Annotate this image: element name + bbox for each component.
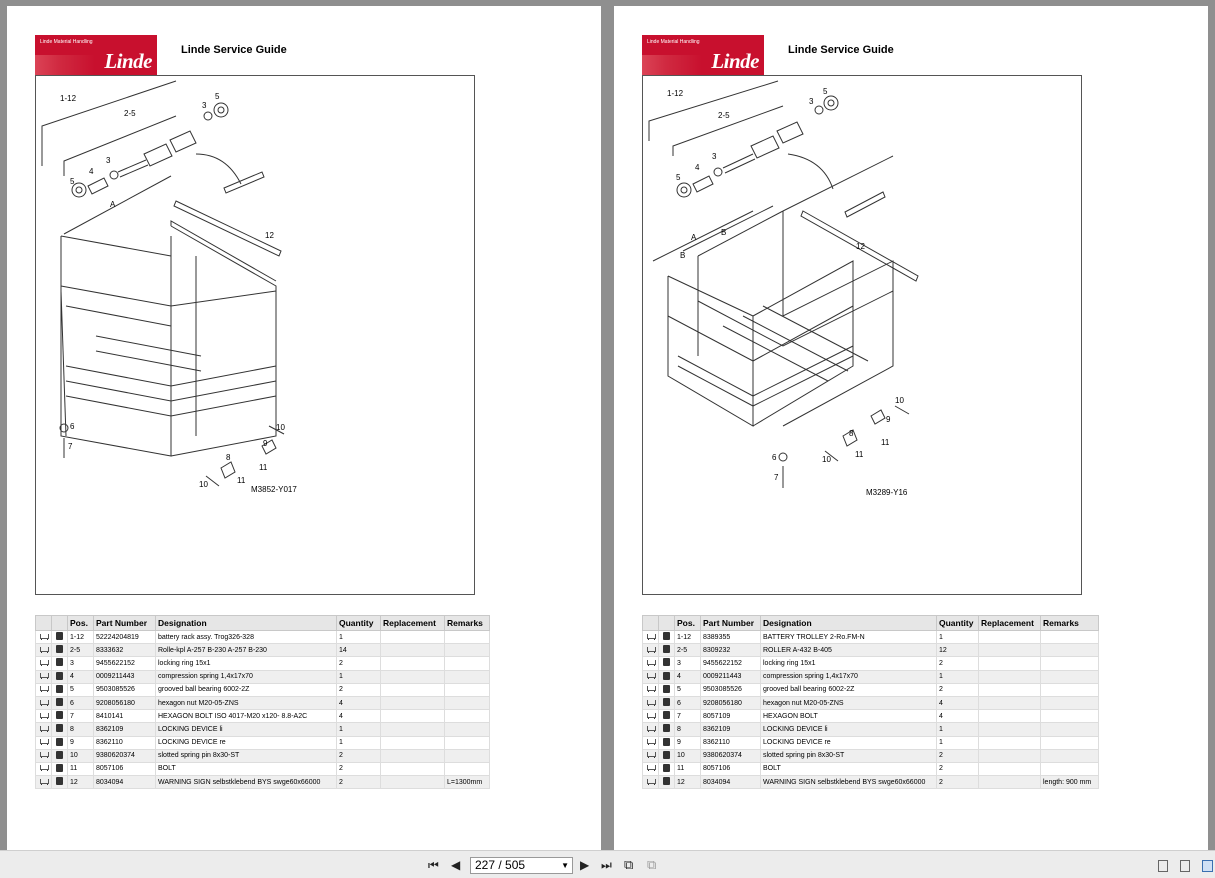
document-icon[interactable] [56, 751, 63, 759]
table-cell: 9208056180 [94, 696, 156, 709]
table-row [643, 631, 1099, 644]
table-cell [979, 749, 1041, 762]
table-cell: 9455622152 [701, 657, 761, 670]
table-row [36, 762, 490, 775]
document-icon[interactable] [56, 645, 63, 653]
document-icon[interactable] [663, 751, 670, 759]
table-row [643, 723, 1099, 736]
document-icon[interactable] [56, 672, 63, 680]
table-cell: BOLT [761, 762, 937, 775]
callout-label: 1-12 [60, 94, 77, 103]
linde-logo [642, 35, 764, 75]
table-cell: battery rack assy. Trog326-328 [156, 631, 337, 644]
table-cell: 4 [337, 696, 381, 709]
col-remarks: Remarks [1041, 616, 1099, 631]
col-pos: Pos. [675, 616, 701, 631]
two-page-view-icon[interactable] [1202, 860, 1213, 872]
table-cell: 9 [68, 736, 94, 749]
table-cell [1041, 631, 1099, 644]
callout-label: 10 [199, 480, 208, 489]
callout-label: 9 [263, 439, 268, 448]
cart-icon[interactable] [39, 764, 48, 771]
table-cell: 4 [937, 710, 979, 723]
table-cell: 0009211443 [94, 670, 156, 683]
table-cell [979, 762, 1041, 775]
callout-label: 11 [881, 438, 890, 447]
table-cell [445, 631, 490, 644]
table-row [36, 631, 490, 644]
table-cell: 2 [937, 749, 979, 762]
exploded-drawing [35, 75, 475, 595]
document-icon[interactable] [663, 685, 670, 693]
callout-label: 11 [259, 463, 268, 472]
table-cell: 8034094 [94, 776, 156, 789]
callout-label: 12 [856, 242, 865, 251]
table-cell: 8057109 [701, 710, 761, 723]
cart-icon[interactable] [39, 672, 48, 679]
cart-icon[interactable] [646, 699, 655, 706]
logo-wordmark: Linde [711, 49, 759, 73]
document-icon[interactable] [56, 711, 63, 719]
table-cell: 4 [675, 670, 701, 683]
table-cell: 2 [337, 776, 381, 789]
table-cell [1041, 762, 1099, 775]
figure-id: M3289-Y16 [866, 488, 908, 497]
single-page-view-icon[interactable] [1158, 860, 1168, 872]
table-row [36, 670, 490, 683]
table-cell [445, 723, 490, 736]
table-cell: 5 [68, 683, 94, 696]
cart-icon[interactable] [39, 778, 48, 785]
table-cell: BATTERY TROLLEY 2-Ro.FM-N [761, 631, 937, 644]
table-cell: WARNING SIGN selbstklebend BYS swge60x66000 [761, 776, 937, 789]
table-cell: 8410141 [94, 710, 156, 723]
table-cell: 8309232 [701, 644, 761, 657]
document-icon[interactable] [663, 777, 670, 785]
document-icon[interactable] [663, 632, 670, 640]
rotate-icon[interactable]: ⧉ [624, 857, 634, 872]
table-cell [979, 723, 1041, 736]
cart-icon[interactable] [39, 659, 48, 666]
table-cell: compression spring 1,4x17x70 [156, 670, 337, 683]
cart-icon[interactable] [39, 646, 48, 653]
callout-label: 3 [106, 156, 111, 165]
cart-icon[interactable] [646, 712, 655, 719]
viewer-toolbar [0, 850, 1215, 878]
table-cell: 7 [675, 710, 701, 723]
next-page-icon[interactable]: ▶ [580, 858, 590, 872]
table-row [36, 723, 490, 736]
table-cell [1041, 736, 1099, 749]
table-cell: 8034094 [701, 776, 761, 789]
table-cell [979, 710, 1041, 723]
table-cell [381, 710, 445, 723]
cart-icon[interactable] [646, 685, 655, 692]
col-replacement: Replacement [979, 616, 1041, 631]
table-row [643, 644, 1099, 657]
cart-icon[interactable] [646, 659, 655, 666]
table-cell: locking ring 15x1 [156, 657, 337, 670]
table-cell: LOCKING DEVICE re [156, 736, 337, 749]
bearing-right [214, 103, 228, 117]
table-cell: 2-5 [68, 644, 94, 657]
cart-icon[interactable] [646, 672, 655, 679]
callout-label: 7 [774, 473, 779, 482]
table-cell: BOLT [156, 762, 337, 775]
callout-label: 8 [849, 429, 854, 438]
col-designation: Designation [761, 616, 937, 631]
document-icon[interactable] [56, 698, 63, 706]
page-title: Linde Service Guide [181, 44, 287, 56]
table-cell: 1 [337, 736, 381, 749]
logo-subtitle: Linde Material Handling [647, 39, 700, 45]
drawing-svg [36, 76, 476, 596]
table-cell [979, 670, 1041, 683]
table-cell: 12 [937, 644, 979, 657]
table-cell [979, 657, 1041, 670]
cart-icon[interactable] [646, 633, 655, 640]
page-indicator: 227 / 505 [475, 858, 526, 872]
table-cell [979, 631, 1041, 644]
col-remarks: Remarks [445, 616, 490, 631]
table-cell: 4 [68, 670, 94, 683]
table-cell [445, 710, 490, 723]
table-cell: L=1300mm [445, 776, 490, 789]
table-cell: grooved ball bearing 6002-2Z [761, 683, 937, 696]
table-cell: 1 [937, 736, 979, 749]
cart-icon[interactable] [646, 751, 655, 758]
page-number-input[interactable] [470, 857, 573, 874]
table-cell: slotted spring pin 8x30-ST [156, 749, 337, 762]
table-cell: 8333632 [94, 644, 156, 657]
linde-logo [35, 35, 157, 75]
table-cell: 8362110 [94, 736, 156, 749]
table-cell: 9380620374 [94, 749, 156, 762]
table-cell: 10 [675, 749, 701, 762]
table-cell: 9503085526 [94, 683, 156, 696]
table-row [643, 776, 1099, 789]
table-cell: HEXAGON BOLT [761, 710, 937, 723]
table-cell: 52224204819 [94, 631, 156, 644]
cart-icon[interactable] [646, 738, 655, 745]
cart-icon[interactable] [646, 646, 655, 653]
table-cell [381, 723, 445, 736]
callout-label: 1-12 [667, 89, 684, 98]
callout-label: 2-5 [124, 109, 136, 118]
table-cell [445, 696, 490, 709]
table-cell [979, 736, 1041, 749]
callout-label: A [110, 200, 116, 209]
table-cell [381, 762, 445, 775]
table-row [36, 736, 490, 749]
table-cell: 2 [337, 657, 381, 670]
table-row [36, 710, 490, 723]
col-part-number: Part Number [94, 616, 156, 631]
table-cell [979, 776, 1041, 789]
callout-label: 3 [712, 152, 717, 161]
table-cell [445, 762, 490, 775]
callout-label: B [721, 228, 727, 237]
table-cell: 1 [937, 631, 979, 644]
figure-id: M3852-Y017 [251, 485, 297, 494]
col-pos: Pos. [68, 616, 94, 631]
table-cell: 4 [337, 710, 381, 723]
cart-icon[interactable] [39, 751, 48, 758]
col-designation: Designation [156, 616, 337, 631]
table-cell [445, 683, 490, 696]
table-cell: 1-12 [675, 631, 701, 644]
callout-label: 9 [886, 415, 891, 424]
table-cell: 1 [337, 631, 381, 644]
table-row [643, 683, 1099, 696]
table-cell [445, 657, 490, 670]
table-row [643, 670, 1099, 683]
exploded-drawing [642, 75, 1082, 595]
table-cell: 10 [68, 749, 94, 762]
table-cell: slotted spring pin 8x30-ST [761, 749, 937, 762]
table-cell: 3 [68, 657, 94, 670]
table-cell: 12 [675, 776, 701, 789]
col-replacement: Replacement [381, 616, 445, 631]
callout-label: 10 [276, 423, 285, 432]
cart-icon[interactable] [39, 699, 48, 706]
table-cell: WARNING SIGN selbstklebend BYS swge60x66000 [156, 776, 337, 789]
table-cell [1041, 749, 1099, 762]
cart-icon[interactable] [646, 725, 655, 732]
callout-label: 8 [226, 453, 231, 462]
table-cell: LOCKING DEVICE re [761, 736, 937, 749]
callout-label: 11 [855, 450, 864, 459]
table-cell [1041, 696, 1099, 709]
table-cell [445, 644, 490, 657]
table-cell: 8 [68, 723, 94, 736]
cart-icon[interactable] [646, 778, 655, 785]
table-cell: 8057106 [701, 762, 761, 775]
table-cell [381, 749, 445, 762]
table-cell: grooved ball bearing 6002-2Z [156, 683, 337, 696]
table-cell [1041, 710, 1099, 723]
cart-icon[interactable] [39, 725, 48, 732]
table-cell [381, 776, 445, 789]
table-row [643, 710, 1099, 723]
logo-subtitle: Linde Material Handling [40, 39, 93, 45]
logo-wordmark: Linde [104, 49, 152, 73]
table-cell [381, 657, 445, 670]
callout-label: B [680, 251, 686, 260]
chevron-down-icon[interactable]: ▼ [561, 861, 569, 870]
table-cell [1041, 670, 1099, 683]
callout-label: 3 [809, 97, 814, 106]
table-cell: locking ring 15x1 [761, 657, 937, 670]
table-cell: 2 [937, 657, 979, 670]
table-row [36, 657, 490, 670]
table-cell: 8362110 [701, 736, 761, 749]
table-row [643, 736, 1099, 749]
callout-label: 2-5 [718, 111, 730, 120]
cart-icon[interactable] [39, 738, 48, 745]
document-icon[interactable] [663, 658, 670, 666]
document-icon[interactable] [56, 764, 63, 772]
table-row [643, 657, 1099, 670]
table-cell: 2 [937, 762, 979, 775]
callout-label: 5 [215, 92, 220, 101]
callout-label: 5 [70, 177, 75, 186]
table-cell [381, 631, 445, 644]
table-cell: LOCKING DEVICE li [156, 723, 337, 736]
table-cell: Rolle-kpl A-257 B-230 A-257 B-230 [156, 644, 337, 657]
table-cell: 0009211443 [701, 670, 761, 683]
callout-label: 7 [68, 442, 73, 451]
callout-label: 10 [822, 455, 831, 464]
callout-label: 5 [823, 87, 828, 96]
table-cell [1041, 657, 1099, 670]
cart-icon[interactable] [646, 764, 655, 771]
parts-table [642, 615, 1099, 789]
table-row [36, 644, 490, 657]
table-cell: 4 [937, 696, 979, 709]
document-icon[interactable] [663, 672, 670, 680]
callout-label: 4 [695, 163, 700, 172]
copy-icon[interactable]: ⧉ [647, 857, 657, 872]
table-cell: 6 [675, 696, 701, 709]
table-cell: 9455622152 [94, 657, 156, 670]
parts-table [35, 615, 490, 789]
table-cell: 6 [68, 696, 94, 709]
document-icon[interactable] [56, 632, 63, 640]
table-cell [979, 644, 1041, 657]
table-cell: 14 [337, 644, 381, 657]
document-icon[interactable] [663, 711, 670, 719]
table-cell: 2 [337, 683, 381, 696]
table-cell: 1 [937, 670, 979, 683]
table-cell [1041, 723, 1099, 736]
document-icon[interactable] [56, 724, 63, 732]
table-cell: 8389355 [701, 631, 761, 644]
callout-label: 4 [89, 167, 94, 176]
table-cell: 9 [675, 736, 701, 749]
callout-label: 6 [772, 453, 777, 462]
table-row [36, 683, 490, 696]
cart-icon[interactable] [39, 685, 48, 692]
table-cell: 1 [937, 723, 979, 736]
document-icon[interactable] [56, 777, 63, 785]
col-quantity: Quantity [337, 616, 381, 631]
table-cell: 2 [337, 762, 381, 775]
table-row [36, 696, 490, 709]
table-cell: 9208056180 [701, 696, 761, 709]
callout-label: A [691, 233, 697, 242]
table-cell [979, 696, 1041, 709]
table-cell [445, 749, 490, 762]
table-cell: compression spring 1,4x17x70 [761, 670, 937, 683]
table-cell: 8 [675, 723, 701, 736]
document-icon[interactable] [663, 698, 670, 706]
table-cell [445, 670, 490, 683]
continuous-view-icon[interactable] [1180, 860, 1190, 872]
table-cell [381, 736, 445, 749]
last-page-icon[interactable]: ⏭ [601, 858, 612, 872]
table-cell: 8362109 [94, 723, 156, 736]
col-part-number: Part Number [701, 616, 761, 631]
document-icon[interactable] [56, 658, 63, 666]
table-cell: hexagon nut M20-05-ZNS [156, 696, 337, 709]
table-cell [445, 736, 490, 749]
cart-icon[interactable] [39, 633, 48, 640]
col-quantity: Quantity [937, 616, 979, 631]
table-cell: 2-5 [675, 644, 701, 657]
table-cell: 2 [337, 749, 381, 762]
document-icon[interactable] [663, 645, 670, 653]
table-cell: length: 900 mm [1041, 776, 1099, 789]
table-cell: 11 [675, 762, 701, 775]
document-icon[interactable] [56, 685, 63, 693]
table-cell: hexagon nut M20-05-ZNS [761, 696, 937, 709]
page-right [614, 6, 1208, 850]
table-cell [1041, 683, 1099, 696]
callout-label: 11 [237, 476, 246, 485]
drawing-svg [643, 76, 1083, 596]
callout-label: 6 [70, 422, 75, 431]
table-cell: 9503085526 [701, 683, 761, 696]
table-row [643, 749, 1099, 762]
table-row [36, 749, 490, 762]
table-cell: LOCKING DEVICE li [761, 723, 937, 736]
table-cell: 8057106 [94, 762, 156, 775]
table-cell: 3 [675, 657, 701, 670]
table-row [643, 762, 1099, 775]
table-cell: ROLLER A-432 B-405 [761, 644, 937, 657]
first-page-icon[interactable]: ⏮ [428, 858, 439, 872]
table-row [643, 696, 1099, 709]
document-icon[interactable] [663, 724, 670, 732]
table-cell [381, 696, 445, 709]
cart-icon[interactable] [39, 712, 48, 719]
callout-label: 10 [895, 396, 904, 405]
callout-label: 12 [265, 231, 274, 240]
table-cell: HEXAGON BOLT ISO 4017-M20 x120- 8.8-A2C [156, 710, 337, 723]
table-cell: 2 [937, 683, 979, 696]
page-title: Linde Service Guide [788, 44, 894, 56]
table-cell: 1 [337, 670, 381, 683]
callout-label: 3 [202, 101, 207, 110]
table-cell: 12 [68, 776, 94, 789]
table-cell: 7 [68, 710, 94, 723]
table-cell: 5 [675, 683, 701, 696]
table-cell [381, 683, 445, 696]
table-cell [1041, 644, 1099, 657]
table-cell [381, 670, 445, 683]
table-cell: 8362109 [701, 723, 761, 736]
table-cell: 11 [68, 762, 94, 775]
page-left [7, 6, 601, 850]
callout-label: 5 [676, 173, 681, 182]
document-icon[interactable] [56, 738, 63, 746]
previous-page-icon[interactable]: ◀ [451, 858, 461, 872]
table-cell: 1-12 [68, 631, 94, 644]
table-cell: 1 [337, 723, 381, 736]
table-cell: 9380620374 [701, 749, 761, 762]
table-cell [381, 644, 445, 657]
document-icon[interactable] [663, 738, 670, 746]
table-cell: 2 [937, 776, 979, 789]
document-icon[interactable] [663, 764, 670, 772]
table-row [36, 776, 490, 789]
table-cell [979, 683, 1041, 696]
